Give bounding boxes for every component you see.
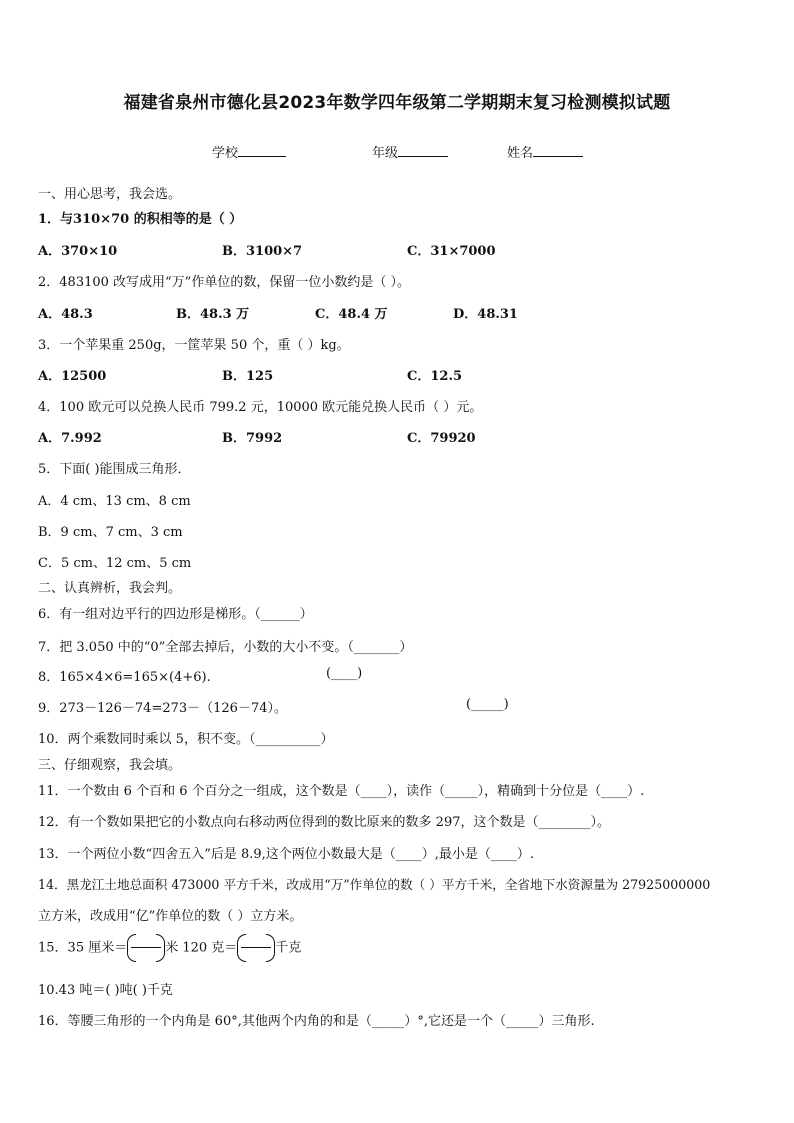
q5-option-b[interactable]: B．9 cm、7 cm、3 cm	[38, 525, 183, 540]
q4-option-b[interactable]: B．7992	[222, 431, 283, 446]
q15-fraction-blank-2[interactable]	[237, 934, 275, 962]
question-7: 7．把 3.050 中的“0”全部去掉后，小数的大小不变。（_______）	[38, 640, 413, 655]
question-16: 16．等腰三角形的一个内角是 60°,其他两个内角的和是（_____）°,它还是一个（_____）三角形.	[38, 1014, 595, 1029]
section-1-heading: 一、用心思考，我会选。	[38, 187, 182, 202]
q5-option-c[interactable]: C．5 cm、12 cm、5 cm	[38, 556, 192, 571]
question-15	[38, 934, 301, 963]
question-13: 13．一个两位小数“四舍五入”后是 8.9,这个两位小数最大是（____）,最小是（____）.	[38, 847, 535, 862]
q5-option-a[interactable]: A．4 cm、13 cm、8 cm	[38, 494, 191, 509]
question-9: 9．273－126－74=273－（126－74）。	[38, 701, 287, 716]
question-11: 11．一个数由 6 个百和 6 个百分之一组成，这个数是（____），读作（_____），精确到十分位是（____）.	[38, 784, 645, 799]
section-3-heading: 三、仔细观察，我会填。	[38, 758, 182, 773]
question-10: 10．两个乘数同时乘以 5，积不变。（__________）	[38, 732, 334, 747]
q3-option-b[interactable]: B．125	[222, 369, 274, 384]
q3-option-a[interactable]: A．12500	[38, 369, 107, 384]
grade-blank[interactable]	[398, 143, 448, 157]
question-15-line-2: 10.43 吨＝( )吨( )千克	[38, 983, 173, 998]
question-14-line-2: 立方米，改成用“亿”作单位的数（ ）立方米。	[38, 909, 303, 924]
q8-answer-blank[interactable]: (____)	[326, 666, 363, 681]
q1-option-c[interactable]: C．31×7000	[407, 244, 496, 259]
section-2-heading: 二、认真辨析，我会判。	[38, 581, 182, 596]
page-title: 福建省泉州市德化县2023年数学四年级第二学期期末复习检测模拟试题	[123, 93, 671, 113]
question-6: 6．有一组对边平行的四边形是梯形。（______）	[38, 607, 313, 622]
school-field	[212, 142, 286, 161]
q15-fraction-blank-1[interactable]	[127, 934, 165, 962]
q4-option-c[interactable]: C．79920	[407, 431, 476, 446]
question-4: 4．100 欧元可以兑换人民币 799.2 元，10000 欧元能兑换人民币（ ）元。	[38, 400, 483, 415]
grade-field	[372, 142, 448, 161]
question-8: 8．165×4×6=165×(4+6).	[38, 670, 211, 685]
school-label: 学校	[212, 146, 239, 161]
question-1: 1．与310×70 的积相等的是（ ）	[38, 212, 243, 227]
q9-answer-blank[interactable]: (_____)	[466, 697, 509, 712]
name-blank[interactable]	[533, 143, 583, 157]
q3-option-c[interactable]: C．12.5	[407, 369, 463, 384]
name-label: 姓名	[507, 146, 534, 161]
q4-option-a[interactable]: A．7.992	[38, 431, 102, 446]
question-2: 2．483100 改写成用“万”作单位的数，保留一位小数约是（ ）。	[38, 275, 410, 290]
grade-label: 年级	[372, 146, 399, 161]
q15-part-1: 15．35 厘米＝	[38, 940, 128, 956]
question-3: 3．一个苹果重 250g，一筐苹果 50 个，重（ ）kg。	[38, 338, 350, 353]
question-12: 12．有一个数如果把它的小数点向右移动两位得到的数比原来的数多 297，这个数是（________）。	[38, 815, 610, 830]
name-field	[507, 142, 583, 161]
q2-option-d[interactable]: D．48.31	[453, 307, 518, 322]
school-blank[interactable]	[238, 143, 286, 157]
q1-option-b[interactable]: B．3100×7	[222, 244, 303, 259]
q1-option-a[interactable]: A．370×10	[38, 244, 118, 259]
question-5: 5．下面( )能围成三角形．	[38, 462, 191, 477]
q15-part-2: 米 120 克＝	[165, 940, 238, 956]
q2-option-c[interactable]: C．48.4 万	[315, 307, 388, 322]
q2-option-b[interactable]: B．48.3 万	[176, 307, 250, 322]
question-14-line-1: 14．黑龙江土地总面积 473000 平方千米，改成用“万”作单位的数（ ）平方千米，全省地下水资源量为 27925000000	[38, 877, 711, 892]
q2-option-a[interactable]: A．48.3	[38, 307, 93, 322]
q15-part-3: 千克	[275, 940, 302, 956]
